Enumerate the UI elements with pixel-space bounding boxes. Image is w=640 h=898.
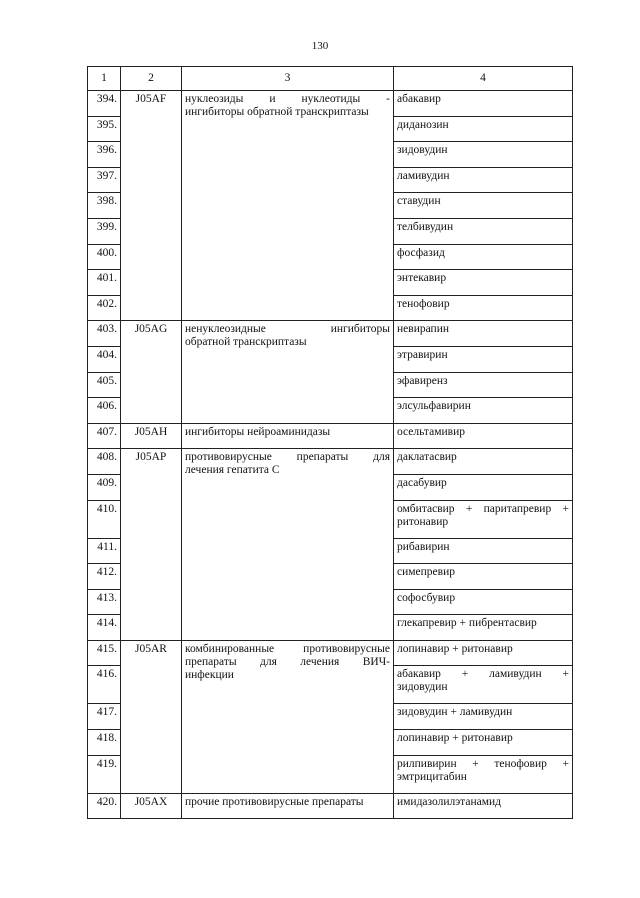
- row-number: 398.: [88, 193, 121, 219]
- drug-name: фосфазид: [394, 244, 573, 270]
- drug-name: лопинавир + ритонавир: [394, 730, 573, 756]
- drug-name: тенофовир: [394, 295, 573, 321]
- drug-name: лопинавир + ритонавир: [394, 640, 573, 666]
- header-col-2: 2: [121, 67, 182, 91]
- group-description-line: препараты для лечения ВИЧ-: [185, 655, 390, 668]
- drug-name: рибавирин: [394, 538, 573, 564]
- drug-name: [394, 666, 573, 704]
- drug-name-line: ритонавир: [397, 515, 449, 528]
- table-row: [88, 449, 573, 475]
- table-row: [88, 640, 573, 666]
- drug-name: диданозин: [394, 116, 573, 142]
- row-number: 411.: [88, 538, 121, 564]
- table-row: [88, 793, 573, 819]
- row-number: 416.: [88, 666, 121, 704]
- page-number: 130: [311, 40, 329, 52]
- drug-name: телбивудин: [394, 218, 573, 244]
- row-number: 414.: [88, 615, 121, 641]
- atc-code: J05AR: [121, 640, 182, 793]
- drug-table: [87, 66, 573, 819]
- drug-name: имидазолилэтанамид: [394, 793, 573, 819]
- row-number: 397.: [88, 167, 121, 193]
- row-number: 418.: [88, 730, 121, 756]
- group-description: [182, 423, 394, 449]
- header-col-1: 1: [88, 67, 121, 91]
- table-row: [88, 321, 573, 347]
- drug-name: даклатасвир: [394, 449, 573, 475]
- header-col-3: 3: [182, 67, 394, 91]
- drug-name-line: зидовудин: [397, 681, 448, 694]
- group-description-line: лечения гепатита С: [185, 464, 280, 477]
- drug-name: зидовудин + ламивудин: [394, 704, 573, 730]
- group-description-line: ингибиторы обратной транскриптазы: [185, 106, 369, 118]
- row-number: 415.: [88, 640, 121, 666]
- drug-name: ламивудин: [394, 167, 573, 193]
- row-number: 410.: [88, 500, 121, 538]
- row-number: 417.: [88, 704, 121, 730]
- drug-name: софосбувир: [394, 589, 573, 615]
- group-description-line: ингибиторы нейроаминидазы: [185, 425, 331, 438]
- drug-name: элсульфавирин: [394, 398, 573, 424]
- drug-name-line: омбитасвир + паритапревир +: [397, 502, 569, 515]
- group-description-line: нуклеозиды и нуклеотиды -: [185, 93, 390, 105]
- group-description: [182, 793, 394, 819]
- table-row: [88, 423, 573, 449]
- drug-name: глекапревир + пибрентасвир: [394, 615, 573, 641]
- group-description-line: противовирусные препараты для: [185, 451, 390, 464]
- drug-name: этравирин: [394, 346, 573, 372]
- group-description: [182, 91, 394, 321]
- row-number: 419.: [88, 755, 121, 793]
- row-number: 412.: [88, 564, 121, 590]
- row-number: 403.: [88, 321, 121, 347]
- drug-name: дасабувир: [394, 474, 573, 500]
- drug-name: эфавиренз: [394, 372, 573, 398]
- drug-name: осельтамивир: [394, 423, 573, 449]
- group-description: [182, 449, 394, 641]
- row-number: 395.: [88, 116, 121, 142]
- row-number: 396.: [88, 142, 121, 168]
- row-number: 409.: [88, 474, 121, 500]
- drug-name: [394, 500, 573, 538]
- atc-code: J05AF: [121, 91, 182, 321]
- drug-name-line: рилпивирин + тенофовир +: [397, 757, 569, 770]
- row-number: 401.: [88, 270, 121, 296]
- row-number: 400.: [88, 244, 121, 270]
- drug-name: зидовудин: [394, 142, 573, 168]
- table-header-row: [88, 67, 573, 91]
- group-description: [182, 321, 394, 423]
- row-number: 413.: [88, 589, 121, 615]
- group-description-line: комбинированные противовирусные: [185, 642, 390, 655]
- atc-code: J05AX: [121, 793, 182, 819]
- row-number: 402.: [88, 295, 121, 321]
- group-description-line: обратной транскриптазы: [185, 336, 307, 349]
- group-description-line: инфекции: [185, 668, 234, 681]
- drug-name-line: абакавир + ламивудин +: [397, 668, 569, 681]
- drug-name: энтекавир: [394, 270, 573, 296]
- row-number: 407.: [88, 423, 121, 449]
- row-number: 404.: [88, 346, 121, 372]
- drug-name: симепревир: [394, 564, 573, 590]
- group-description-line: ненуклеозидные ингибиторы: [185, 323, 390, 336]
- atc-code: J05AG: [121, 321, 182, 423]
- row-number: 420.: [88, 793, 121, 819]
- drug-name: невирапин: [394, 321, 573, 347]
- drug-name: абакавир: [394, 91, 573, 117]
- atc-code: J05AP: [121, 449, 182, 641]
- row-number: 405.: [88, 372, 121, 398]
- row-number: 399.: [88, 218, 121, 244]
- group-description-line: прочие противовирусные препараты: [185, 795, 364, 808]
- table-row: [88, 91, 573, 117]
- drug-name: ставудин: [394, 193, 573, 219]
- drug-name: [394, 755, 573, 793]
- row-number: 406.: [88, 398, 121, 424]
- group-description: [182, 640, 394, 793]
- atc-code: J05AH: [121, 423, 182, 449]
- drug-name-line: эмтрицитабин: [397, 770, 467, 783]
- header-col-4: 4: [394, 67, 573, 91]
- row-number: 394.: [88, 91, 121, 117]
- row-number: 408.: [88, 449, 121, 475]
